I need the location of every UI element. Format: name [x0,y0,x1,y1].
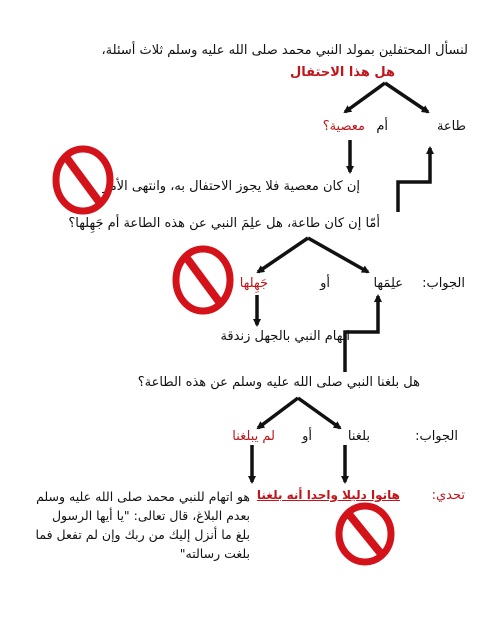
no-entry-icon [335,502,395,566]
or-label-3: أو [302,429,312,444]
accusation-line: هو اتهام للنبي محمد صلى الله عليه وسلم [36,489,250,504]
question-3: هل بلغنا النبي صلى الله عليه وسلم عن هذه الطاعة؟ [137,375,420,390]
answer-label-2: الجواب: [415,429,458,444]
option-ignorant: جَهِلها [239,276,268,291]
ignorance-conclusion: اتهام النبي بالجهل زندقة [220,329,350,344]
accusation-block [36,487,250,563]
question-1: هل هذا الاحتفال [290,65,395,80]
or-label-2: أو [320,276,330,291]
option-knew: علِمَها [373,276,403,291]
arrow-q2-to-obedience [398,148,430,212]
option-not-conveyed: لم يبلغنا [232,429,275,444]
accusation-line: بلغ ما أنزل إليك من ربك وإن لم تفعل فما [35,527,250,542]
answer-label-1: الجواب: [422,276,465,291]
challenge-label: تحدي: [431,488,465,503]
arrow-q2-to-knew [308,238,368,272]
arrow-q1-to-sin [345,83,385,112]
no-entry-icon [172,245,234,315]
arrow-q1-to-obedience [385,83,428,112]
challenge-text: هاتوا دليلا واحدا أنه بلغنا [256,488,400,502]
accusation-line: بعدم البلاغ، قال تعالى: "يا أيها الرسول [51,508,250,523]
sin-conclusion: إن كان معصية فلا يجوز الاحتفال به، وانتهى الأمر [102,179,360,194]
arrow-q3-to-conveyed [298,398,340,428]
option-conveyed: بلغنا [347,429,370,444]
intro-text: لنسأل المحتفلين بمولد النبي محمد صلى الله عليه وسلم ثلاث أسئلة، [101,43,468,58]
accusation-line: بلغت رسالته" [179,546,250,561]
question-2: أمّا إن كان طاعة، هل علِمَ النبي عن هذه الطاعة أم جَهِلها؟ [68,216,380,231]
arrow-q2-to-ignorant [258,238,308,272]
option-obedience: طاعة [436,119,466,134]
option-sin: معصية؟ [322,119,365,134]
arrow-q3-to-not-conveyed [258,398,298,428]
or-label-1: أم [376,119,388,134]
no-entry-icon [52,145,114,215]
